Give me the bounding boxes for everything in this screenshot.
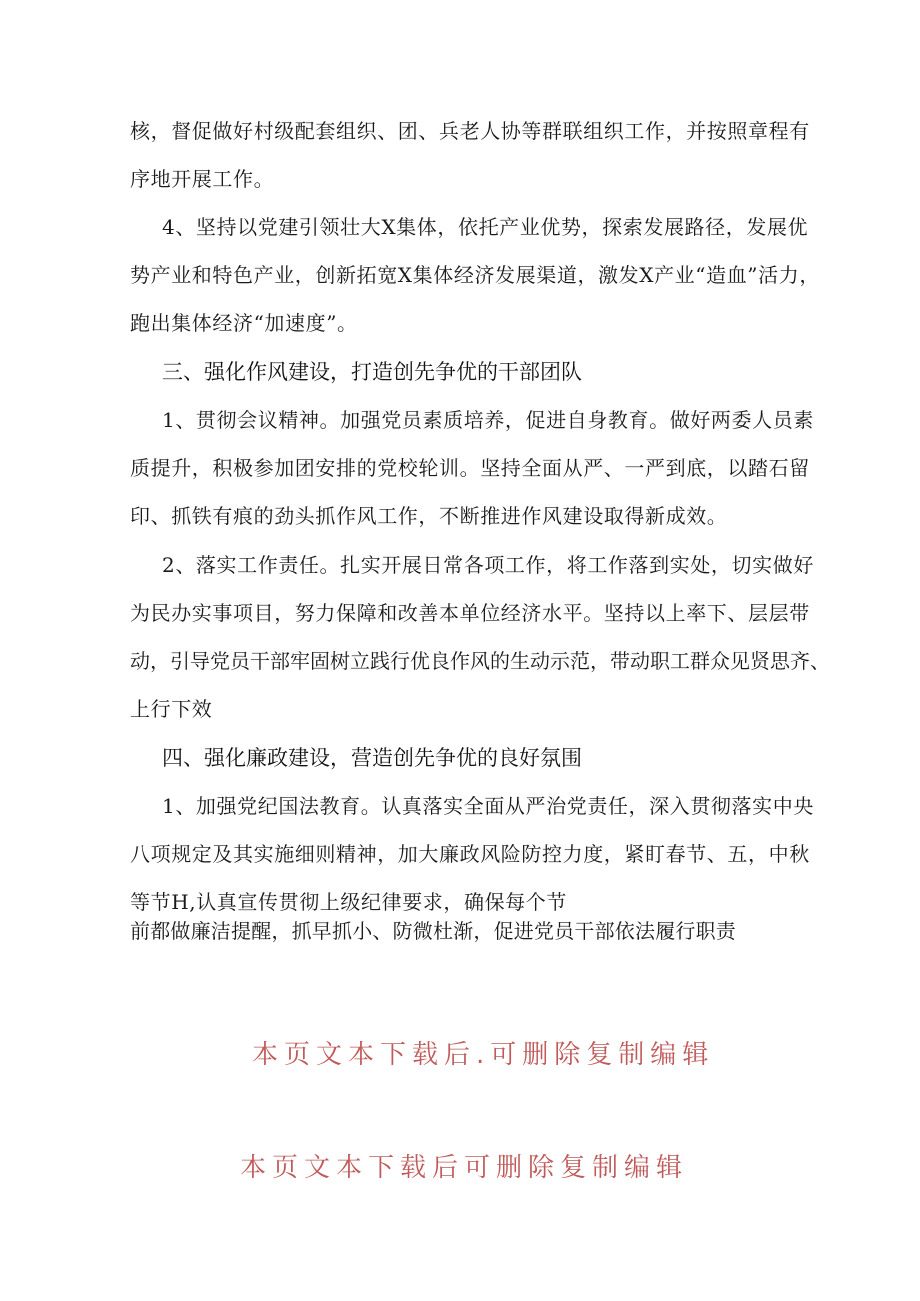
paragraph-line: 上行下效 xyxy=(130,697,213,721)
paragraph-line: 4、坚持以党建引领壮大X集体，依托产业优势，探索发展路径，发展优 xyxy=(162,215,809,239)
paragraph-line: 印、抓铁有痕的劲头抓作风工作，不断推进作风建设取得新成效。 xyxy=(130,504,728,528)
section-heading: 四、强化廉政建设，营造创先争优的良好氛围 xyxy=(162,746,582,770)
watermark-text: 本页文本下载后.可删除复制编辑 xyxy=(252,1040,715,1070)
paragraph-line: 1、贯彻会议精神。加强党员素质培养，促进自身教育。做好两委人员素 xyxy=(162,408,814,432)
paragraph-line: 2、落实工作责任。扎实开展日常各项工作，将工作落到实处，切实做好 xyxy=(162,553,814,577)
paragraph-line: 前都做廉洁提醒，抓早抓小、防微杜渐，促进党员干部依法履行职责 xyxy=(130,919,736,943)
paragraph-line: 八项规定及其实施细则精神，加大廉政风险防控力度，紧盯春节、五，中秋 xyxy=(130,842,810,866)
paragraph-line: 质提升，积极参加团安排的党校轮训。坚持全面从严、一严到底，以踏石留 xyxy=(130,456,810,480)
section-heading: 三、强化作风建设，打造创先争优的干部团队 xyxy=(162,360,582,384)
paragraph-line: 动，引导党员干部牢固树立践行优良作风的生动示范，带动职工群众见贤思齐、 xyxy=(130,649,830,673)
watermark-text: 本页文本下载后可删除复制编辑 xyxy=(240,1153,689,1183)
paragraph-line: 序地开展工作。 xyxy=(130,167,275,191)
paragraph-line: 1、加强党纪国法教育。认真落实全面从严治党责任，深入贯彻落实中央 xyxy=(162,794,814,818)
paragraph-line: 为民办实事项目，努力保障和改善本单位经济水平。坚持以上率下、层层带 xyxy=(130,601,810,625)
paragraph-line: 势产业和特色产业，创新拓宽X集体经济发展渠道，激发X产业“造血”活力， xyxy=(130,263,820,287)
paragraph-line: 核，督促做好村级配套组织、团、兵老人协等群联组织工作，并按照章程有 xyxy=(130,119,810,143)
paragraph-line: 跑出集体经济“加速度”。 xyxy=(130,311,358,335)
paragraph-line: 等节H,认真宣传贯彻上级纪律要求，确保每个节 xyxy=(130,890,567,914)
